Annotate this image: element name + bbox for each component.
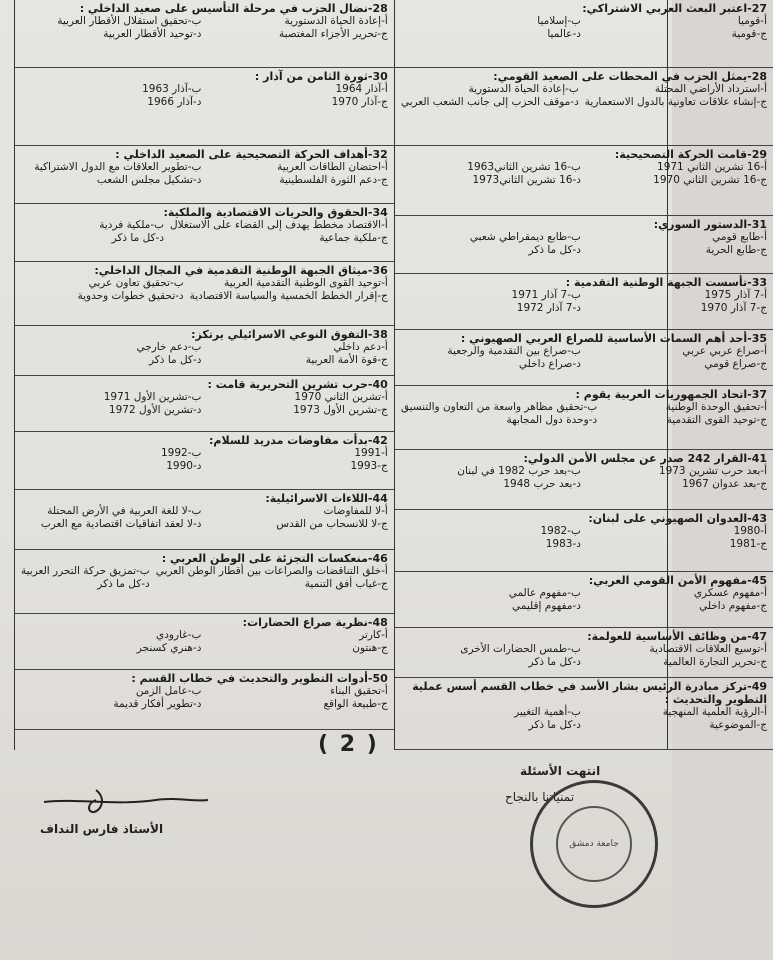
options-group bbox=[401, 643, 767, 669]
option-text: أ-دعم داخلي bbox=[333, 341, 388, 353]
options-group bbox=[21, 83, 388, 109]
options-group bbox=[401, 525, 767, 551]
option-text: ج-دعم الثورة الفلسطينية bbox=[279, 174, 388, 186]
option-text: د-1990 bbox=[166, 460, 202, 472]
option-text: أ-بعد حرب تشرين 1973 bbox=[658, 465, 768, 477]
options-group bbox=[21, 219, 388, 245]
option-text: ب-16 تشرين الثاني1963 bbox=[467, 161, 581, 173]
university-seal bbox=[530, 780, 658, 908]
options-group bbox=[21, 391, 388, 417]
question-cell bbox=[395, 68, 773, 146]
question-grid bbox=[14, 0, 768, 750]
option-text: د-تطوير أفكار قديمة bbox=[113, 698, 202, 710]
question-cell bbox=[15, 670, 394, 730]
option-text: ج-قومية bbox=[731, 28, 768, 40]
option-text: ج-توحيد القوى التقدمية bbox=[666, 414, 768, 426]
option-text: د-7 آذار 1972 bbox=[516, 302, 581, 314]
question-text: 35-أحد أهم السمات الأساسية للصراع العربي الصهيوني : bbox=[460, 332, 768, 345]
options-group bbox=[21, 629, 388, 655]
option-text: د-كل ما ذكر bbox=[528, 719, 581, 731]
option-text: ب-تطوير العلاقات مع الدول الاشتراكية bbox=[34, 161, 202, 173]
question-text: 28-يمثل الحزب في المحطات على الصعيد القومي: bbox=[493, 70, 768, 83]
question-cell bbox=[395, 274, 773, 330]
option-text: ج-1981 bbox=[729, 538, 768, 550]
question-cell bbox=[15, 262, 394, 326]
option-text: ج-صراع قومي bbox=[704, 358, 768, 370]
options-group bbox=[21, 447, 388, 473]
option-text: أ-توسيع العلاقات الاقتصادية bbox=[649, 643, 768, 655]
option-text: ج-الموضوعية bbox=[709, 719, 768, 731]
option-text: أ-توحيد القوى الوطنية التقدمية العربية bbox=[224, 277, 388, 289]
option-text: ج-هنتون bbox=[352, 642, 388, 654]
question-cell bbox=[395, 0, 773, 68]
option-text: ب-صراع بين التقدمية والرجعية bbox=[447, 345, 581, 357]
question-cell bbox=[395, 386, 773, 450]
option-text: د-بعد حرب 1948 bbox=[503, 478, 581, 490]
question-text: 40-حرب تشرين التحريرية قامت : bbox=[207, 378, 388, 391]
option-text: د-كل ما ذكر bbox=[528, 244, 581, 256]
option-text: ب-تحقيق تعاون عربي bbox=[88, 277, 184, 289]
option-text: أ-خلق التناقضات والصراعات بين أقطار الوطن العربي bbox=[155, 565, 388, 577]
option-text: ج-تحرير الأجزاء المغتصبة bbox=[278, 28, 388, 40]
question-text: 45-مفهوم الأمن القومي العربي: bbox=[588, 574, 768, 587]
option-text: ج-طبيعة الواقع bbox=[323, 698, 388, 710]
option-text: ب-مفهوم عالمي bbox=[508, 587, 581, 599]
option-text: ب-عامل الزمن bbox=[135, 685, 202, 697]
option-text: ج-بعد عدوان 1967 bbox=[682, 478, 768, 490]
option-text: أ-آذار 1964 bbox=[335, 83, 388, 95]
question-cell bbox=[15, 550, 394, 614]
option-text: د-هنري كسنجر bbox=[136, 642, 202, 654]
options-group bbox=[21, 277, 388, 303]
question-cell bbox=[15, 0, 394, 68]
question-text: 34-الحقوق والحريات الاقتصادية والملكية: bbox=[163, 206, 388, 219]
options-group bbox=[401, 231, 767, 257]
option-text: أ-قوميا bbox=[737, 15, 768, 27]
option-text: أ-احتضان الطاقات العربية bbox=[277, 161, 388, 173]
option-text: أ-لا للمفاوضات bbox=[323, 505, 388, 517]
options-group bbox=[21, 685, 388, 711]
question-cell bbox=[395, 678, 773, 750]
options-group bbox=[21, 565, 388, 591]
options-group bbox=[401, 161, 767, 187]
question-text: 37-اتحاد الجمهوريات العربية يقوم : bbox=[575, 388, 768, 401]
option-text: ج-طابع الحرية bbox=[705, 244, 768, 256]
question-cell bbox=[395, 330, 773, 386]
question-text: 49-تركز مبادرة الرئيس بشار الأسد في خطاب القسم أسس عملية التطوير والتحديث : bbox=[412, 680, 768, 706]
question-cell bbox=[15, 490, 394, 550]
option-text: د-16 تشرين الثاني1973 bbox=[472, 174, 581, 186]
question-cell bbox=[15, 204, 394, 262]
option-text: د-موقف الحزب إلى جانب الشعب العربي bbox=[400, 96, 579, 108]
options-group bbox=[21, 161, 388, 187]
option-text: أ-الاقتصاد مخطط يهدف إلى القضاء على الاستغلال bbox=[170, 219, 388, 231]
right-column bbox=[395, 0, 773, 750]
question-text: 29-قامت الحركة التصحيحية: bbox=[614, 148, 768, 161]
option-text: ب-7 آذار 1971 bbox=[511, 289, 581, 301]
question-text: 33-تأسست الجبهة الوطنية التقدمية : bbox=[565, 276, 768, 289]
option-text: د-تحقيق خطوات وحدوية bbox=[77, 290, 184, 302]
question-cell bbox=[15, 326, 394, 376]
options-group bbox=[21, 505, 388, 531]
option-text: ب-طابع ديمقراطي شعبي bbox=[469, 231, 581, 243]
option-text: أ-تشرين الثاني 1970 bbox=[294, 391, 388, 403]
left-column bbox=[15, 0, 395, 750]
question-cell bbox=[15, 432, 394, 490]
option-text: ج-لا للانسحاب من القدس bbox=[276, 518, 388, 530]
option-text: ب-غارودي bbox=[156, 629, 202, 641]
question-cell bbox=[15, 68, 394, 146]
option-text: د-كل ما ذكر bbox=[111, 232, 164, 244]
option-text: ج-مفهوم داخلي bbox=[699, 600, 768, 612]
options-group bbox=[21, 341, 388, 367]
option-text: ب-تمزيق حركة التحرر العربية bbox=[21, 565, 150, 577]
option-text: ب-تحقيق مظاهر واسعة من التعاون والتنسيق bbox=[400, 401, 598, 413]
question-text: 50-أدوات التطوير والتحديث في خطاب القسم : bbox=[131, 672, 388, 685]
option-text: د-وحدة دول المجابهة bbox=[506, 414, 598, 426]
question-text: 44-اللاءات الاسرائيلية: bbox=[265, 492, 388, 505]
option-text: أ-صراع عربي عربي bbox=[682, 345, 768, 357]
question-text: 27-اعتبر البعث العربي الاشتراكي: bbox=[582, 2, 768, 15]
option-text: أ-1980 bbox=[733, 525, 768, 537]
option-text: أ-1991 bbox=[354, 447, 388, 459]
option-text: د-كل ما ذكر bbox=[149, 354, 202, 366]
question-text: 48-نظرية صراع الحضارات: bbox=[242, 616, 388, 629]
option-text: أ-الرؤية العلمية المنهجية bbox=[662, 706, 768, 718]
option-text: ج-قوة الأمة العربية bbox=[305, 354, 388, 366]
question-cell bbox=[15, 614, 394, 670]
option-text: ب-طمس الحضارات الأخرى bbox=[460, 643, 581, 655]
question-cell bbox=[15, 376, 394, 432]
option-text: ج-7 آذار 1970 bbox=[700, 302, 768, 314]
option-text: د-لا لعقد اتفاقيات اقتصادية مع العرب bbox=[40, 518, 202, 530]
option-text: د-كل ما ذكر bbox=[528, 656, 581, 668]
option-text: ب-ملكية فردية bbox=[99, 219, 164, 231]
question-text: 31-الدستور السوري: bbox=[653, 218, 768, 231]
options-group bbox=[401, 465, 767, 491]
question-text: 32-أهداف الحركة التصحيحية على الصعيد الداخلي : bbox=[115, 148, 388, 161]
option-text: أ-استرداد الأراضي المحتلة bbox=[654, 83, 768, 95]
option-text: د-صراع داخلي bbox=[518, 358, 581, 370]
option-text: ج-تشرين الأول 1973 bbox=[293, 404, 388, 416]
option-text: ب-تشرين الأول 1971 bbox=[103, 391, 202, 403]
teacher-name: الأستاذ فارس النداف bbox=[40, 822, 164, 836]
option-text: ب-1982 bbox=[540, 525, 581, 537]
question-text: 36-ميثاق الجبهة الوطنية التقدمية في المجال الداخلي: bbox=[94, 264, 388, 277]
seal-center bbox=[556, 806, 632, 882]
question-text: 46-منعكسات التجزئة على الوطن العربي : bbox=[161, 552, 388, 565]
option-text: د-عالميا bbox=[547, 28, 581, 40]
option-text: ب-أهمية التغيير bbox=[514, 706, 581, 718]
question-cell bbox=[395, 628, 773, 678]
option-text: ج-غياب أفق التنمية bbox=[304, 578, 388, 590]
option-text: د-مفهوم إقليمي bbox=[512, 600, 581, 612]
question-text: 47-من وظائف الأساسية للعولمة: bbox=[587, 630, 768, 643]
option-text: ب-إعادة الحياة الدستورية bbox=[468, 83, 579, 95]
options-group bbox=[401, 15, 767, 41]
option-text: أ-تحقيق البناء bbox=[330, 685, 388, 697]
option-text: د-1983 bbox=[545, 538, 581, 550]
option-text: د-تشكيل مجلس الشعب bbox=[96, 174, 202, 186]
question-text: 42-بدأت مفاوضات مدريد للسلام: bbox=[209, 434, 388, 447]
option-text: د-آذار 1966 bbox=[147, 96, 202, 108]
option-text: أ-إعادة الحياة الدستورية bbox=[284, 15, 388, 27]
option-text: ج-آذار 1970 bbox=[331, 96, 388, 108]
option-text: ج-1993 bbox=[350, 460, 388, 472]
question-cell bbox=[15, 146, 394, 204]
option-text: ج-16 تشرين الثاني 1970 bbox=[653, 174, 768, 186]
options-group bbox=[401, 706, 767, 732]
option-text: ب-لا للغة العربية في الأرض المحتلة bbox=[47, 505, 202, 517]
good-luck-text: تمنياتنا بالنجاح bbox=[505, 790, 575, 804]
options-group bbox=[401, 83, 767, 109]
options-group bbox=[401, 401, 767, 427]
option-text: ج-تحرير التجارة العالمية bbox=[663, 656, 768, 668]
seal-text: جامعة دمشق bbox=[569, 839, 619, 849]
end-of-questions: انتهت الأسئلة bbox=[520, 764, 601, 778]
question-text: 38-التفوق النوعي الاسرائيلي يرتكز: bbox=[191, 328, 388, 341]
option-text: د-كل ما ذكر bbox=[97, 578, 150, 590]
option-text: أ-16 تشرين الثاني 1971 bbox=[657, 161, 768, 173]
options-group bbox=[401, 289, 767, 315]
option-text: ب-إسلاميا bbox=[537, 15, 581, 27]
options-group bbox=[21, 15, 388, 41]
question-text: 28-نضال الحزب في مرحلة التأسيس على صعيد الداخلي : bbox=[79, 2, 388, 15]
option-text: ب-آذار 1963 bbox=[142, 83, 202, 95]
question-cell bbox=[395, 510, 773, 572]
signature-icon bbox=[36, 780, 216, 820]
question-cell bbox=[395, 450, 773, 510]
option-text: د-تشرين الأول 1972 bbox=[108, 404, 202, 416]
option-text: ب-تحقيق استقلال الأقطار العربية bbox=[57, 15, 202, 27]
option-text: أ-طابع قومي bbox=[712, 231, 768, 243]
page-number: ( 2 ) bbox=[318, 732, 379, 757]
question-text: 30-ثورة الثامن من آذار : bbox=[254, 70, 388, 83]
question-cell bbox=[395, 146, 773, 216]
option-text: ب-1992 bbox=[160, 447, 202, 459]
option-text: ب-بعد حرب 1982 في لبنان bbox=[457, 465, 581, 477]
options-group bbox=[401, 587, 767, 613]
question-text: 41-القرار 242 صدر عن مجلس الأمن الدولي: bbox=[523, 452, 768, 465]
question-text: 43-العدوان الصهيوني على لبنان: bbox=[588, 512, 768, 525]
question-cell bbox=[395, 572, 773, 628]
option-text: أ-تحقيق الوحدة الوطنية bbox=[665, 401, 768, 413]
option-text: ج-إقرار الخطط الخمسية والسياسة الاقتصادية bbox=[189, 290, 388, 302]
option-text: ج-ملكية جماعية bbox=[319, 232, 388, 244]
option-text: ج-إنشاء علاقات تعاونية بالدول الاستعمارية bbox=[584, 96, 768, 108]
option-text: ب-دعم خارجي bbox=[136, 341, 202, 353]
options-group bbox=[401, 345, 767, 371]
question-cell bbox=[395, 216, 773, 274]
option-text: د-توحيد الأقطار العربية bbox=[103, 28, 202, 40]
option-text: أ-7 آذار 1975 bbox=[704, 289, 768, 301]
option-text: أ-كارتر bbox=[359, 629, 388, 641]
option-text: أ-مفهوم عسكري bbox=[693, 587, 768, 599]
